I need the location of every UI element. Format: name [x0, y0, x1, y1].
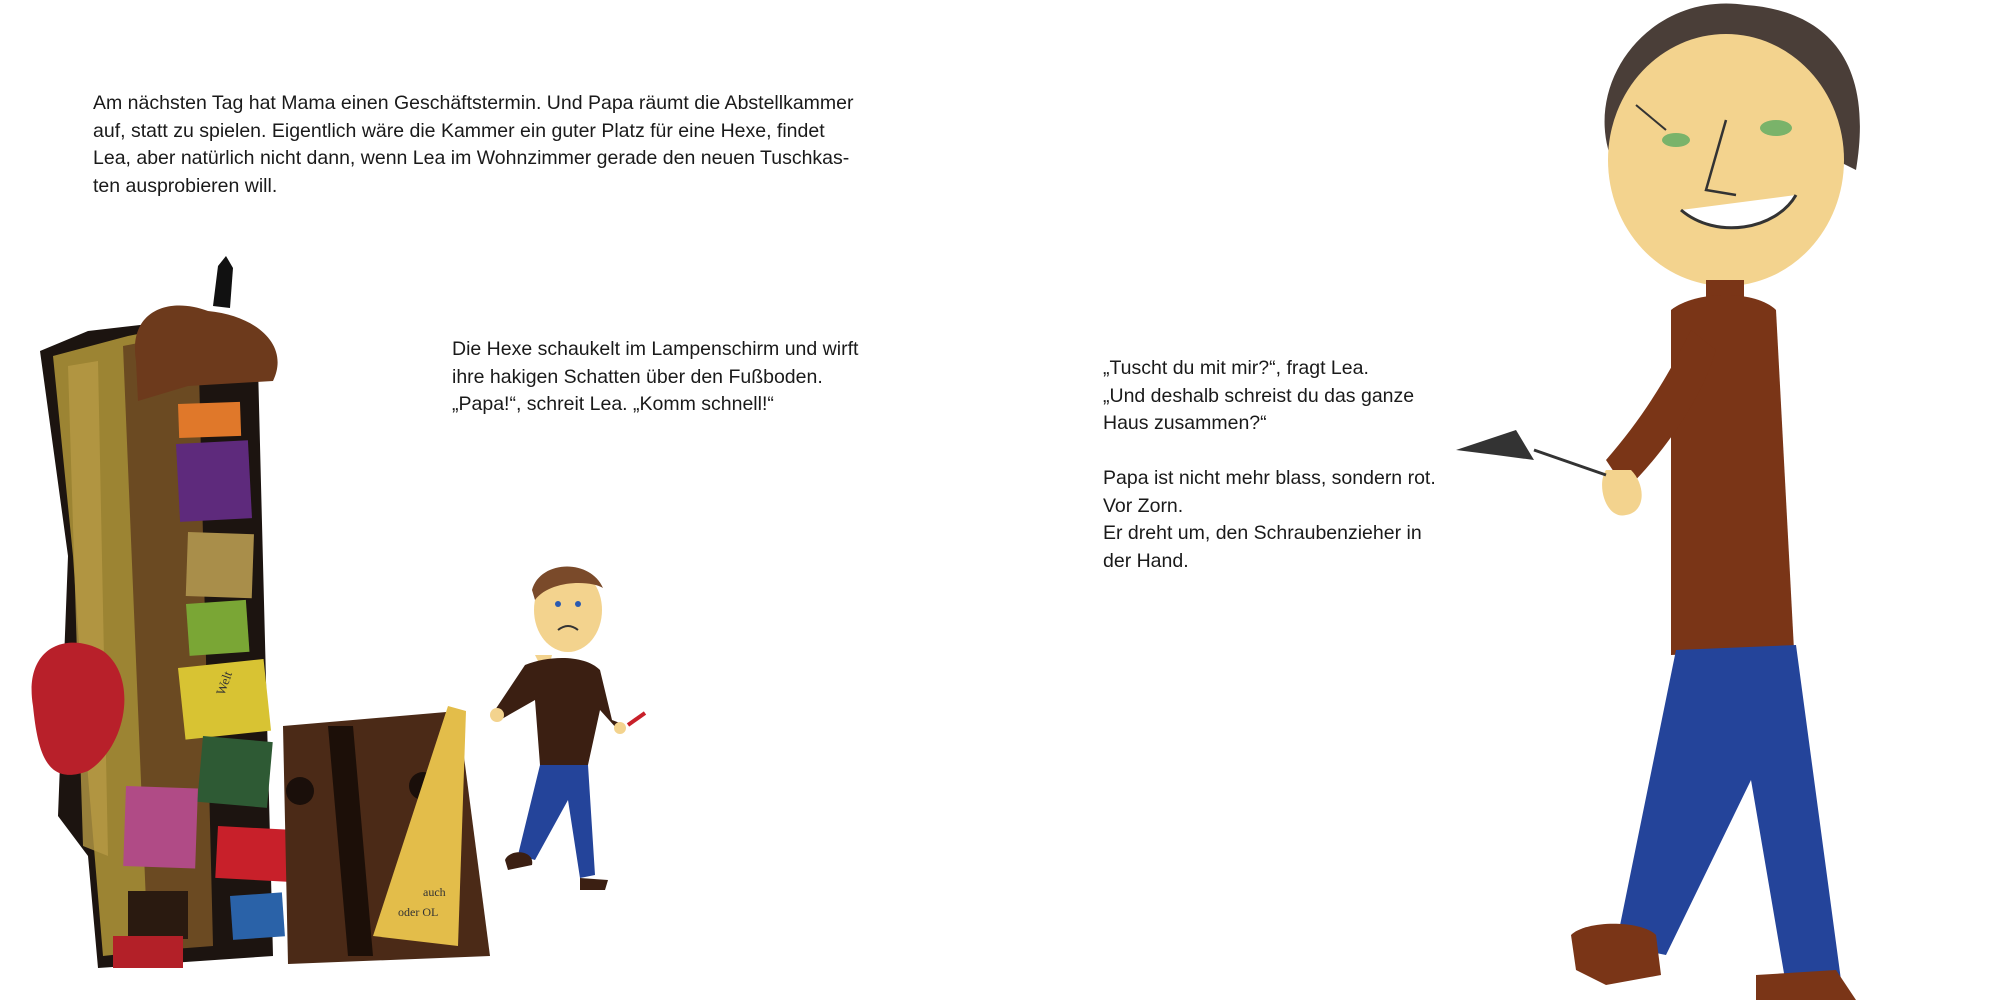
collage-word-welt: Welt — [212, 669, 236, 698]
story-paragraph-top: Am nächsten Tag hat Mama einen Geschäftstermin. Und Papa räumt die Abstellkammer auf, statt zu spielen. Eigentlich wäre die Kammer ein guter Platz für eine Hexe, findet Lea, aber natürlich nicht dann, wenn Lea im Wohnzimmer gerade den neuen Tuschkas- ten ausprobieren will. — [93, 92, 854, 197]
story-paragraph-right: „Tuscht du mit mir?“, fragt Lea. „Und deshalb schreist du das ganze Haus zusammen?“ Papa ist nicht mehr blass, sondern rot. Vor Zorn. Er dreht um, den Schraubenzieher in der Hand. — [1103, 357, 1436, 572]
papa-with-screwdriver-drawing — [1456, 0, 1926, 1000]
story-paragraph-middle: Die Hexe schaukelt im Lampenschirm und wirft ihre hakigen Schatten über den Fußboden. „Papa!“, schreit Lea. „Komm schnell!“ — [452, 338, 859, 415]
collage-word-auch: auch — [423, 885, 446, 899]
right-page — [1000, 0, 2000, 1000]
cabinet-collage-illustration — [28, 256, 498, 976]
collage-word-oder: oder OL — [398, 905, 439, 919]
small-papa-drawing — [440, 560, 650, 910]
